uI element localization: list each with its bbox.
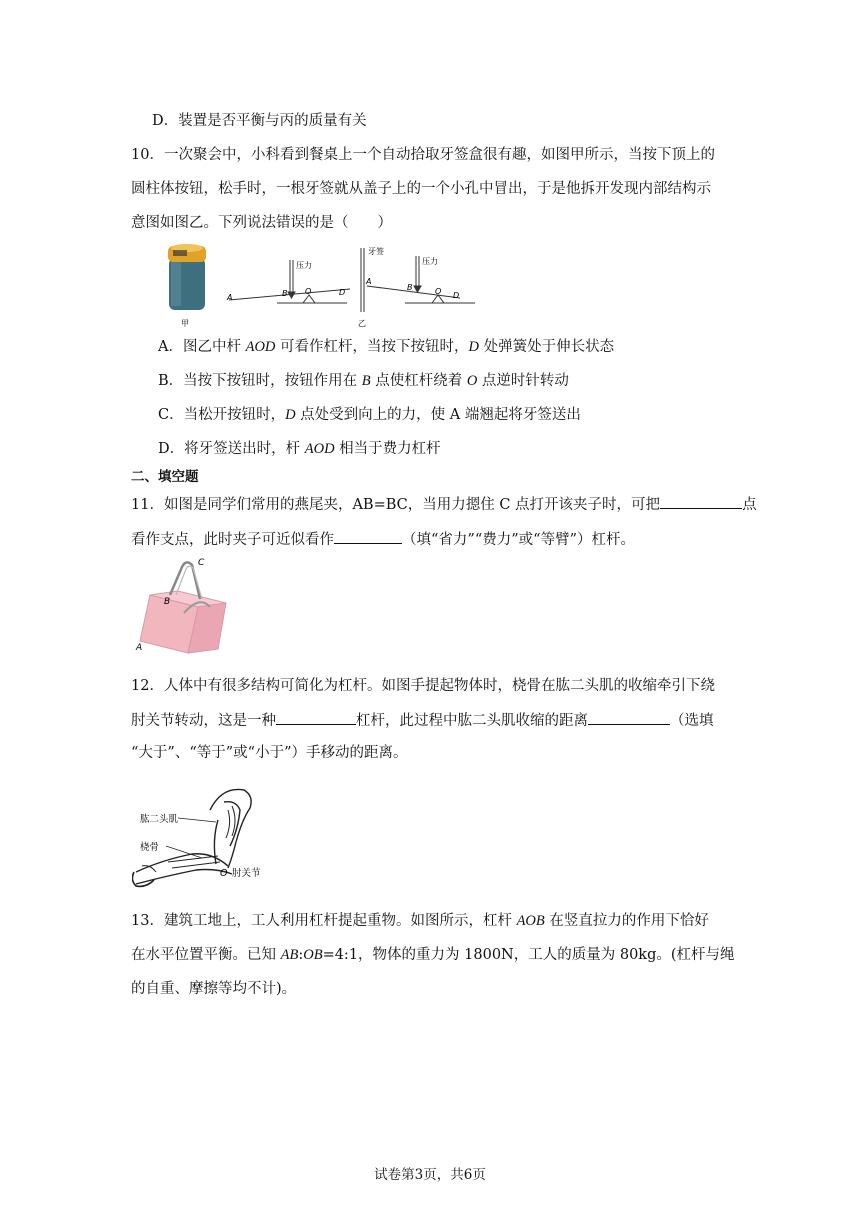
- label-biceps: 肱二头肌: [140, 814, 179, 825]
- pt-o-2: O: [435, 287, 442, 296]
- q13-line2: 在水平位置平衡。已知 AB:OB=4:1，物体的重力为 1800N，工人的质量为 80kg。(杠杆与绳: [131, 947, 735, 963]
- pt-d-1: D: [339, 288, 346, 297]
- label-jia: 甲: [181, 319, 189, 328]
- pt-a: A: [136, 643, 143, 653]
- label-radius: 桡骨: [140, 842, 160, 853]
- q10-stem-line1: 10．一次聚会中，小科看到餐桌上一个自动拾取牙签盒很有趣，如图甲所示，当按下顶上的: [131, 147, 715, 163]
- q10-stem-line3: 意图如图乙。下列说法错误的是（ ）: [131, 215, 392, 231]
- q11-line1: 11．如图是同学们常用的燕尾夹，AB=BC，当用力摁住 C 点打开该夹子时，可把 点: [131, 494, 757, 515]
- label-force-1: 压力: [296, 261, 312, 270]
- pt-b-2: B: [407, 283, 413, 292]
- q10-option-d: D．将牙签送出时，杆 AOD 相当于费力杠杆: [158, 441, 441, 457]
- binder-clip-image: [140, 562, 226, 653]
- toothpick-box-image: [168, 244, 206, 310]
- q11-blank-1[interactable]: [660, 494, 742, 509]
- pt-b-1: B: [282, 289, 288, 298]
- lever-diagram-2: [361, 248, 475, 312]
- pt-b: B: [164, 597, 171, 607]
- pt-o-elbow: O: [220, 868, 228, 879]
- lever-diagram-1: [229, 260, 350, 303]
- q12-blank-2[interactable]: [588, 710, 670, 725]
- binder-clip-figure: [130, 555, 240, 655]
- pt-d-2: D: [453, 291, 460, 300]
- arm-figure: [132, 780, 292, 892]
- label-force-2: 压力: [422, 257, 438, 266]
- pt-a-2: A: [366, 277, 372, 286]
- pt-a-1: A: [227, 293, 233, 302]
- page-footer: 试卷第3页，共6页: [374, 1167, 486, 1183]
- q11-blank-2[interactable]: [334, 529, 402, 544]
- q13-line1: 13．建筑工地上，工人利用杠杆提起重物。如图所示，杠杆 AOB 在竖直拉力的作用下恰好: [131, 913, 709, 929]
- q10-option-b: B．当按下按钮时，按钮作用在 B 点使杠杆绕着 O 点逆时针转动: [158, 373, 569, 389]
- q12-line1: 12．人体中有很多结构可简化为杠杆。如图手提起物体时，桡骨在肱二头肌的收缩牵引下绕: [131, 678, 715, 694]
- q10-option-c: C．当松开按钮时，D 点处受到向上的力，使 A 端翘起将牙签送出: [158, 407, 581, 423]
- label-toothpick: 牙签: [368, 247, 384, 256]
- label-yi: 乙: [358, 319, 366, 328]
- q11-line2: 看作支点，此时夹子可近似看作 （填“省力”“费力”或“等臂”）杠杆。: [131, 529, 635, 550]
- q9-option-d: D．装置是否平衡与丙的质量有关: [152, 113, 367, 129]
- q12-blank-1[interactable]: [276, 710, 356, 725]
- q10-stem-line2: 圆柱体按钮，松手时，一根牙签就从盖子上的一个小孔中冒出，于是他拆开发现内部结构示: [131, 181, 711, 197]
- pt-c: C: [198, 558, 205, 568]
- section-title-fill-in: 二、填空题: [131, 469, 199, 485]
- q13-line3: 的自重、摩擦等均不计)。: [131, 981, 297, 997]
- q10-option-a: A．图乙中杆 AOD 可看作杠杆，当按下按钮时，D 处弹簧处于伸长状态: [158, 339, 615, 355]
- q12-line2: 肘关节转动，这是一种 杠杆，此过程中肱二头肌收缩的距离 （选填: [131, 710, 714, 731]
- label-elbow: 肘关节: [232, 868, 261, 879]
- q12-line3: “大于”、“等于”或“小于”）手移动的距离。: [131, 745, 408, 761]
- pt-o-1: O: [305, 287, 312, 296]
- q10-figure: [155, 242, 485, 332]
